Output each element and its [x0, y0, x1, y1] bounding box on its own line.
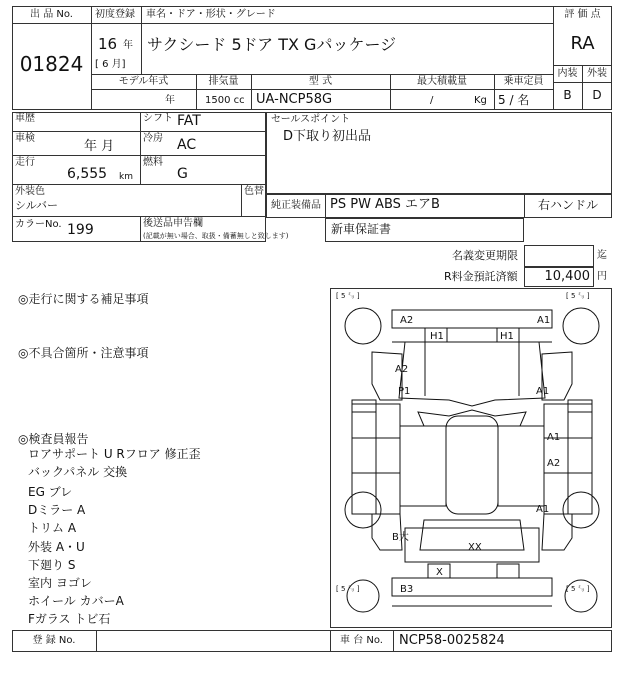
divider: [12, 155, 266, 156]
divider: [140, 216, 141, 242]
name-change-field: [524, 245, 594, 267]
lot-no-label: 出 品 No.: [30, 9, 73, 20]
mark-left-a2: A2: [395, 364, 409, 375]
divider: [91, 6, 92, 110]
mark-h1-right: H1: [500, 331, 514, 342]
max-load: /: [430, 95, 434, 106]
front-bumper: [392, 310, 552, 328]
divider: [12, 184, 266, 185]
cabin-right: [498, 426, 544, 506]
mark-left-p1: P1: [398, 386, 411, 397]
ac: AC: [177, 137, 197, 153]
fuel-label: 燃料: [143, 157, 163, 168]
history-label: 車歴: [15, 113, 35, 124]
reg-no-label: 登 録 No.: [32, 635, 76, 646]
interior-grade: B: [563, 88, 572, 102]
report-line: バックパネル 交換: [28, 465, 128, 479]
mark-right-a2: A2: [547, 458, 561, 469]
fuel: G: [177, 166, 188, 182]
shift: FAT: [177, 113, 201, 129]
capacity: 5 / 名: [498, 93, 530, 107]
driving-notes-label: ◎走行に関する補足事項: [18, 292, 149, 306]
divider: [91, 23, 553, 24]
score-label: 評 価 点: [564, 9, 601, 20]
divider: [91, 74, 553, 75]
defect-notes-label: ◎不具合箇所・注意事項: [18, 346, 149, 360]
footer-frame: [12, 630, 612, 652]
model-code: UA-NCP58G: [256, 92, 333, 107]
tire-front-left: [345, 308, 381, 344]
divider: [393, 630, 394, 652]
divider: [141, 6, 142, 74]
name-change-unit: 迄: [597, 250, 607, 261]
mileage-label: 走行: [15, 157, 35, 168]
max-load-unit: Kg: [474, 95, 487, 106]
capacity-label: 乗車定員: [503, 76, 544, 87]
recycle-label: R料金預託済額: [444, 270, 518, 283]
chassis-label: 車 台 No.: [340, 635, 383, 646]
divider: [140, 112, 141, 184]
color-no-label: カラーNo.: [15, 219, 62, 230]
roof: [446, 416, 498, 514]
max-load-label: 最大積載量: [417, 76, 467, 87]
rear-quarter-right: [542, 514, 572, 550]
model-year-unit: 年: [165, 95, 175, 106]
mark-top-a2: A2: [400, 315, 414, 326]
shift-label: シフト: [143, 113, 173, 124]
report-line: 室内 ヨゴレ: [28, 576, 92, 590]
divider: [241, 184, 242, 216]
docs-label: 後送品申告欄: [143, 218, 203, 229]
report-line: Dミラー A: [28, 503, 86, 517]
first-reg-year: 16: [98, 35, 118, 53]
tire-front-right: [563, 308, 599, 344]
tire-depth-br: [ 5 ㍉ ]: [566, 585, 590, 593]
lot-no: 01824: [19, 52, 84, 76]
report-line: 外装 A・U: [28, 540, 85, 554]
mark-rear-xx: XX: [468, 542, 482, 553]
car-name: サクシード 5ドア TX Gパッケージ: [147, 35, 397, 54]
mark-right-a1-upper: A1: [536, 386, 550, 397]
divider: [96, 630, 97, 652]
report-line: EG ブレ: [28, 485, 73, 499]
report-line: Fガラス トビ石: [28, 612, 111, 626]
equipment: PS PW ABS エアB: [330, 197, 440, 212]
report-line: 下廻り S: [28, 558, 76, 572]
exterior-label: 外装: [587, 68, 607, 79]
equipment-label: 純正装備品: [271, 200, 321, 211]
divider: [12, 131, 266, 132]
tire-depth-tr: [ 5 ㍉ ]: [566, 292, 590, 300]
ac-label: 冷房: [143, 133, 163, 144]
type-label: 型 式: [308, 76, 333, 87]
rear-bumper: [392, 578, 552, 596]
mileage: 6,555: [67, 166, 108, 182]
mark-right-a1-lower: A1: [536, 504, 550, 515]
divider: [524, 194, 525, 218]
first-reg-month: [ 6 月]: [95, 59, 126, 70]
divider: [553, 82, 612, 83]
color-change-label: 色替: [244, 186, 264, 197]
divider: [325, 194, 326, 218]
inspection: 年 月: [84, 139, 115, 154]
mark-h1-left: H1: [430, 331, 444, 342]
color-label: 外装色: [15, 186, 45, 197]
tire-depth-bl: [ 5 ㍉ ]: [336, 585, 360, 593]
mileage-unit: km: [119, 172, 133, 182]
first-reg-year-unit: 年: [123, 40, 133, 51]
inspection-label: 車検: [15, 133, 35, 144]
recycle-unit: 円: [597, 271, 607, 282]
mark-top-a1: A1: [537, 315, 551, 326]
report-line: ロアサポート U Rフロア 修正歪: [28, 447, 201, 461]
model-year-label: モデル年式: [118, 76, 169, 87]
tire-depth-tl: [ 5 ㍉ ]: [336, 292, 360, 300]
divider: [12, 216, 266, 217]
color-no: 199: [67, 222, 94, 238]
inspector-report-label: ◎検査員報告: [18, 432, 89, 446]
mirror-right: [568, 400, 592, 412]
hood: [399, 342, 545, 406]
car-damage-diagram: [330, 288, 612, 628]
recycle-fee: 10,400: [544, 269, 590, 284]
taillight-right: [497, 564, 519, 578]
mirror-left: [352, 400, 376, 412]
sales-point: D下取り初出品: [283, 129, 372, 144]
report-line: ホイール カバーA: [28, 594, 124, 608]
mark-rear-b3: B3: [400, 584, 414, 595]
score: RA: [570, 33, 595, 54]
chassis-no: NCP58-0025824: [399, 633, 505, 648]
docs-note: (記載が無い場合、取扱・備蓄無しと致します): [143, 232, 289, 240]
cabin-left: [400, 426, 446, 506]
interior-label: 内装: [557, 68, 578, 79]
displacement: 1500 cc: [205, 95, 245, 106]
exterior-grade: D: [592, 88, 602, 102]
handle: 右ハンドル: [538, 198, 599, 212]
windshield: [418, 410, 526, 426]
mark-rear-x: X: [436, 567, 443, 578]
divider: [12, 23, 91, 24]
first-reg-label: 初度登録: [95, 9, 135, 20]
car-name-label: 車名・ドア・形状・グレード: [146, 9, 276, 20]
mark-left-b-big: B大: [392, 532, 409, 543]
warranty: 新車保証書: [331, 222, 392, 236]
sales-point-label: セールスポイント: [271, 114, 351, 125]
mark-right-a1-mid: A1: [547, 432, 561, 443]
report-line: トリム A: [28, 521, 77, 535]
color: シルバー: [15, 199, 58, 212]
divider: [91, 89, 553, 90]
displacement-label: 排気量: [208, 76, 239, 87]
name-change-label: 名義変更期限: [452, 249, 518, 262]
